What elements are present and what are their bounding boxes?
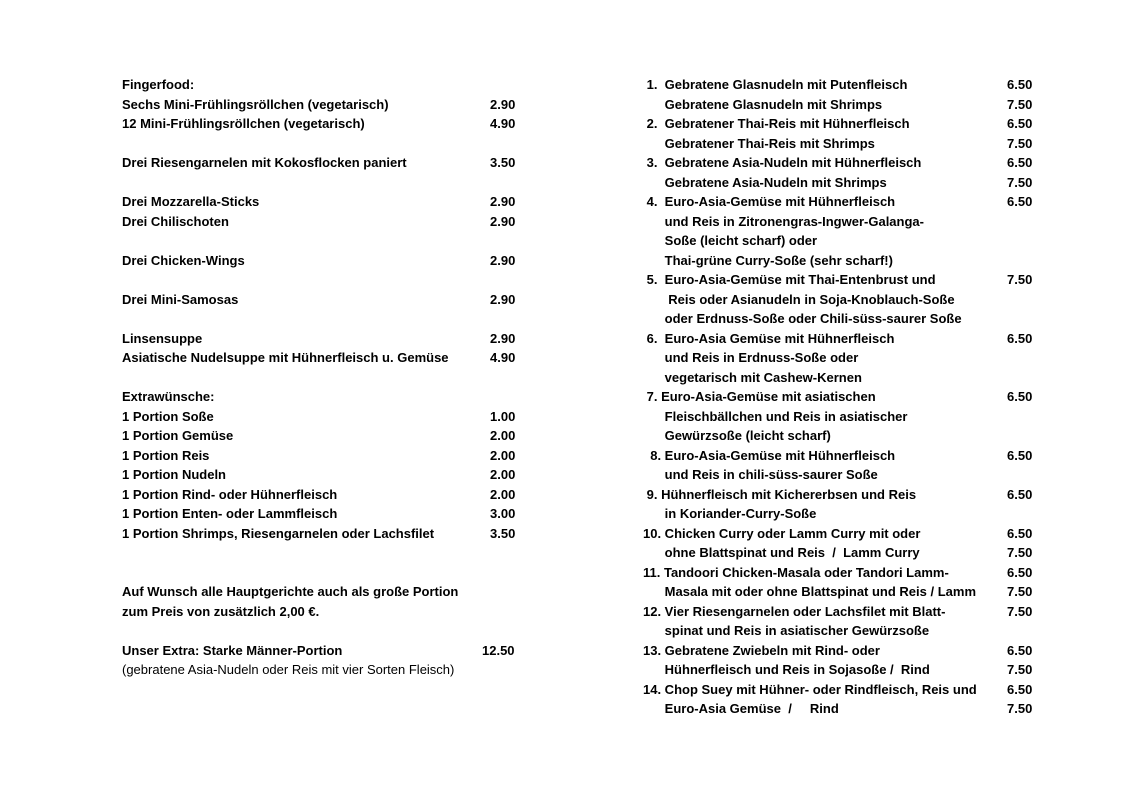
menu-item-price: 2.90 [490,194,516,209]
dish-description: vegetarisch mit Cashew-Kernen [643,369,862,385]
dish-price: 7.50 [1007,96,1033,112]
dish-description: 12. Vier Riesengarnelen oder Lachsfilet mit Blatt- [643,603,946,619]
dish-description: spinat und Reis in asiatischer Gewürzsoße [643,623,930,638]
dish-description: Thai-grüne Curry-Soße (sehr scharf!) [643,252,893,268]
dish-description: 1. Gebratene Glasnudeln mit Putenfleisch [643,77,908,92]
dish-price: 6.50 [1007,116,1033,131]
dish-description: 14. Chop Suey mit Hühner- oder Rindfleisch, Reis und [643,681,977,697]
menu-item-price: 2.90 [490,291,516,307]
menu-item-name: Sechs Mini-Frühlingsröllchen (vegetarisch) [122,96,389,112]
menu-item-name: 1 Portion Nudeln [122,467,226,482]
dish-price: 6.50 [1007,525,1033,541]
menu-item-name: Extrawünsche: [122,389,215,404]
menu-item-name: 1 Portion Shrimps, Riesengarnelen oder Lachsfilet [122,525,435,541]
dish-description: oder Erdnuss-Soße oder Chili-süss-saurer Soße [643,311,962,326]
menu-item-name: Fingerfood: [122,77,195,92]
dish-description: Masala mit oder ohne Blattspinat und Reis / Lamm [643,584,977,599]
menu-item-price: 12.50 [482,642,515,658]
dish-price: 7.50 [1007,135,1033,151]
menu-item-name: 12 Mini-Frühlingsröllchen (vegetarisch) [122,116,365,131]
dish-description: 7. Euro-Asia-Gemüse mit asiatischen [643,389,876,404]
dish-description: 6. Euro-Asia Gemüse mit Hühnerfleisch [643,330,895,346]
menu-item-name: 1 Portion Reis [122,447,210,463]
menu-item-name: (gebratene Asia-Nudeln oder Reis mit vier Sorten Fleisch) [122,662,455,677]
menu-item-name: Linsensuppe [122,330,203,346]
dish-price: 6.50 [1007,564,1033,580]
dish-description: ohne Blattspinat und Reis / Lamm Curry [643,545,920,560]
dish-description: und Reis in Zitronengras-Ingwer-Galanga- [643,213,924,229]
dish-description: Reis oder Asianudeln in Soja-Knoblauch-Soße [643,291,955,307]
menu-item-name: Auf Wunsch alle Hauptgerichte auch als große Portion [122,584,459,599]
menu-item-name: Drei Mozzarella-Sticks [122,194,260,209]
menu-item-price: 2.00 [490,447,516,463]
menu-item-name: Drei Chilischoten [122,213,229,229]
dish-description: Gebratene Asia-Nudeln mit Shrimps [643,174,887,190]
dish-description: und Reis in chili-süss-saurer Soße [643,467,878,482]
menu-item-name: zum Preis von zusätzlich 2,00 €. [122,603,320,619]
menu-item-name: 1 Portion Rind- oder Hühnerfleisch [122,486,338,502]
dish-description: 9. Hühnerfleisch mit Kichererbsen und Reis [643,486,917,502]
dish-price: 7.50 [1007,701,1033,716]
menu-item-name: Drei Chicken-Wings [122,252,245,268]
dish-price: 7.50 [1007,174,1033,190]
dish-price: 6.50 [1007,77,1033,92]
dish-description: Euro-Asia Gemüse / Rind [643,701,839,716]
menu-item-price: 2.00 [490,467,516,482]
dish-price: 6.50 [1007,155,1033,170]
dish-price: 6.50 [1007,642,1033,658]
menu-item-price: 2.90 [490,96,516,112]
menu-item-name: Drei Riesengarnelen mit Kokosflocken paniert [122,155,407,170]
dish-price: 6.50 [1007,330,1033,346]
menu-item-name: 1 Portion Enten- oder Lammfleisch [122,506,338,521]
dish-price: 6.50 [1007,389,1033,404]
menu-item-name: Asiatische Nudelsuppe mit Hühnerfleisch u. Gemüse [122,350,449,365]
dish-price: 7.50 [1007,662,1033,677]
menu-item-name: 1 Portion Gemüse [122,428,234,443]
menu-item-price: 3.50 [490,155,516,170]
menu-item-price: 2.00 [490,428,516,443]
menu-item-price: 4.90 [490,116,516,131]
dish-description: Gebratener Thai-Reis mit Shrimps [643,135,875,151]
menu-item-price: 2.00 [490,486,516,502]
menu-item-name: 1 Portion Soße [122,408,214,424]
dish-price: 6.50 [1007,194,1033,209]
dish-description: Hühnerfleisch und Reis in Sojasoße / Rind [643,662,930,677]
dish-description: Fleischbällchen und Reis in asiatischer [643,408,908,424]
menu-item-name: Drei Mini-Samosas [122,291,239,307]
dish-price: 7.50 [1007,545,1033,560]
dish-description: 13. Gebratene Zwiebeln mit Rind- oder [643,642,880,658]
dish-description: Gebratene Glasnudeln mit Shrimps [643,96,883,112]
dish-description: Gewürzsoße (leicht scharf) [643,428,831,443]
menu-item-price: 3.50 [490,525,516,541]
menu-item-price: 3.00 [490,506,516,521]
dish-price: 7.50 [1007,603,1033,619]
dish-description: 2. Gebratener Thai-Reis mit Hühnerfleisch [643,116,910,131]
dish-price: 7.50 [1007,584,1033,599]
dish-description: in Koriander-Curry-Soße [643,506,817,521]
dish-price: 6.50 [1007,486,1033,502]
dish-description: 11. Tandoori Chicken-Masala oder Tandori Lamm- [643,564,949,580]
dish-description: Soße (leicht scharf) oder [643,233,818,248]
menu-item-name: Unser Extra: Starke Männer-Portion [122,642,343,658]
dish-description: 10. Chicken Curry oder Lamm Curry mit oder [643,525,921,541]
menu-item-price: 2.90 [490,213,516,229]
dish-description: und Reis in Erdnuss-Soße oder [643,350,859,365]
dish-description: 4. Euro-Asia-Gemüse mit Hühnerfleisch [643,194,896,209]
dish-price: 7.50 [1007,272,1033,287]
menu-item-price: 1.00 [490,408,516,424]
dish-description: 5. Euro-Asia-Gemüse mit Thai-Entenbrust und [643,272,936,287]
dish-description: 8. Euro-Asia-Gemüse mit Hühnerfleisch [643,447,896,463]
menu-item-price: 2.90 [490,330,516,346]
menu-item-price: 2.90 [490,252,516,268]
dish-price: 6.50 [1007,447,1033,463]
dish-description: 3. Gebratene Asia-Nudeln mit Hühnerfleisch [643,155,922,170]
dish-price: 6.50 [1007,681,1033,697]
menu-item-price: 4.90 [490,350,516,365]
